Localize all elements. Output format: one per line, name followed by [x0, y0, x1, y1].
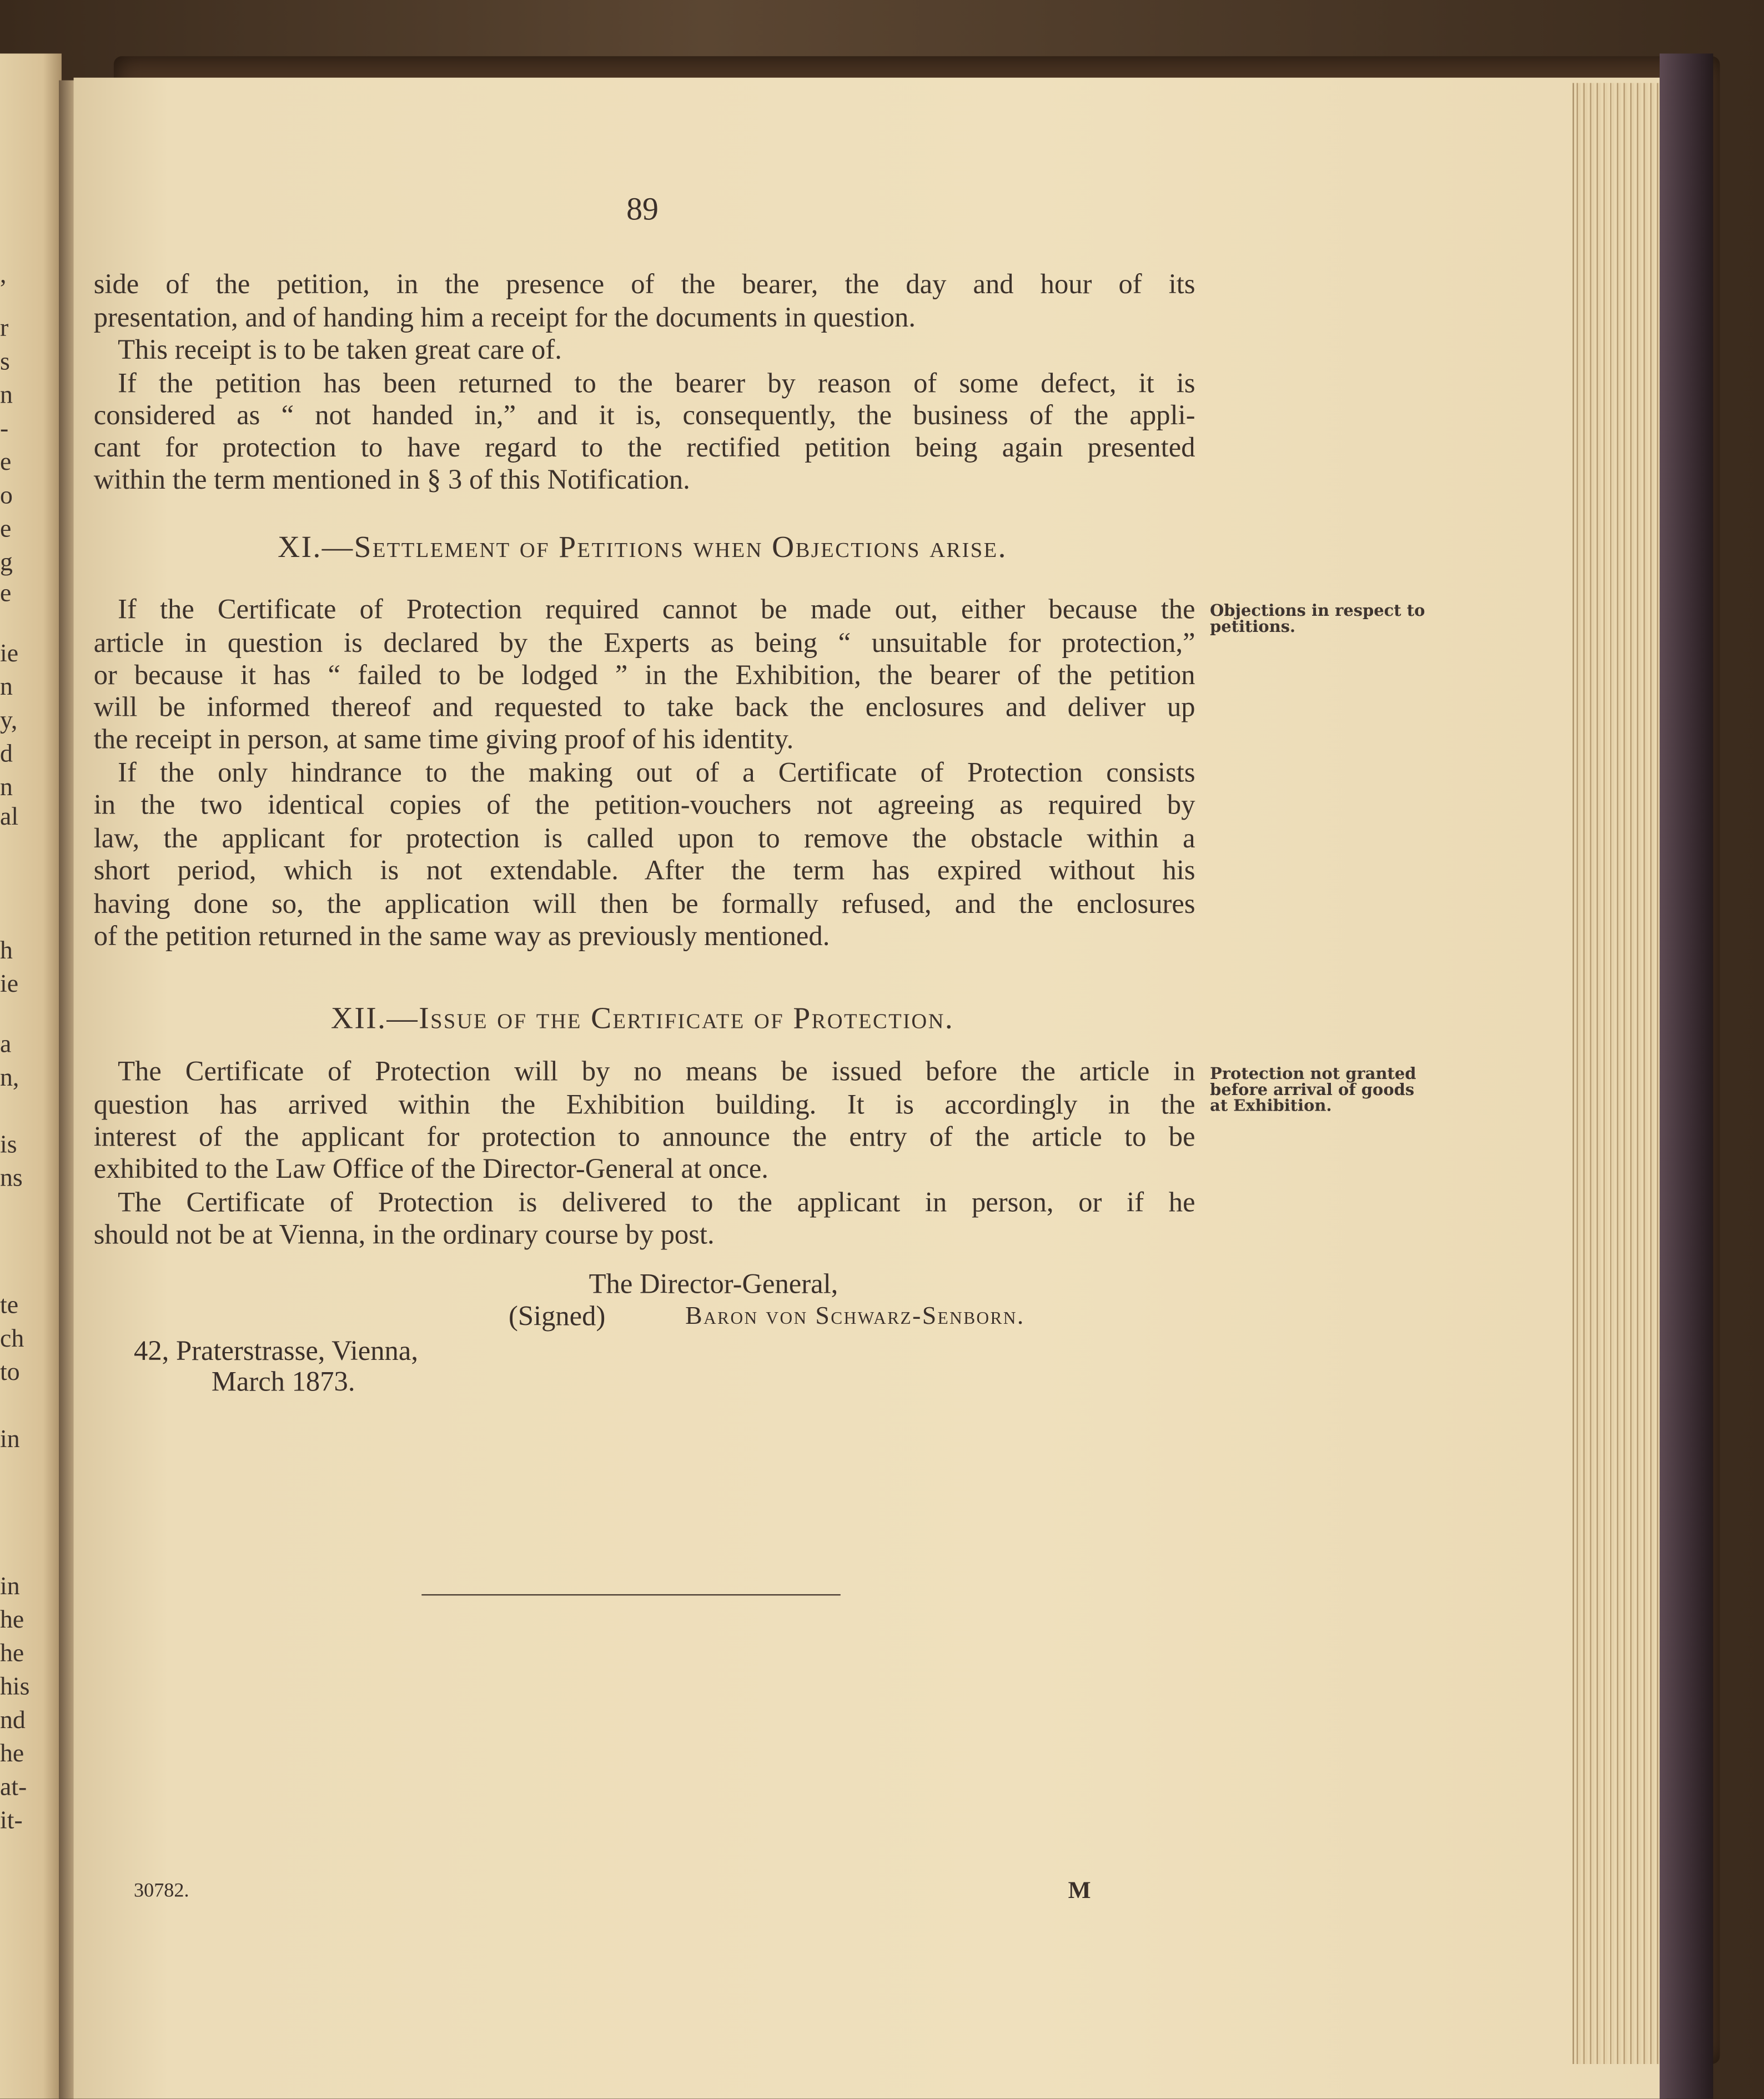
book-binding — [1660, 53, 1713, 2098]
text-line: in the two identical copies of the petition-vouchers not agreeing as required by — [93, 788, 1195, 821]
left-page-fragment: - — [0, 415, 9, 443]
left-page-fragment: al — [0, 803, 19, 831]
left-page-fragment: g — [0, 549, 13, 577]
signatory-name: Baron von Schwarz-Senborn. — [685, 1302, 1025, 1331]
left-page-fragment: ch — [0, 1325, 24, 1354]
signature-mark: M — [1068, 1876, 1091, 1904]
text-line: This receipt is to be taken great care of. — [118, 333, 562, 366]
left-page-fragment: n — [0, 673, 13, 702]
text-line: should not be at Vienna, in the ordinary course by post. — [93, 1218, 715, 1251]
left-page-fragment: at- — [0, 1773, 27, 1802]
left-page-fragment: n — [0, 381, 13, 410]
left-page-fragment: y, — [0, 706, 18, 735]
left-page-fragment: in — [0, 1573, 20, 1601]
text-line: short period, which is not extendable. After the term has expired without his — [93, 853, 1195, 886]
address: 42, Praterstrasse, Vienna, — [134, 1334, 419, 1367]
left-page-fragment: r — [0, 314, 9, 343]
left-page-fragment: h — [0, 937, 13, 965]
left-page-fragment: a — [0, 1031, 12, 1059]
section-xi-heading: XI.—Settlement of Petitions when Objections arise. — [278, 530, 1007, 564]
text-line: The Certificate of Protection will by no means be issued before the article in — [118, 1054, 1195, 1087]
left-page-fragment: he — [0, 1606, 24, 1635]
left-page-fragment: to — [0, 1358, 20, 1387]
left-page-fragment: te — [0, 1292, 19, 1320]
section-xii-heading: XII.—Issue of the Certificate of Protection. — [330, 1001, 954, 1035]
text-line: interest of the applicant for protection to announce the entry of the article to be — [93, 1120, 1195, 1153]
text-line: having done so, the application will then be formally refused, and the enclosures — [93, 887, 1195, 920]
left-page-fragment: e — [0, 515, 12, 544]
text-line: within the term mentioned in § 3 of this Notification. — [93, 463, 690, 495]
left-page-fragment: o — [0, 481, 13, 510]
margin-note-objections: Objections in respect to petitions. — [1210, 601, 1425, 636]
text-line: question has arrived within the Exhibition building. It is accordingly in the — [93, 1088, 1195, 1121]
text-line: presentation, and of handing him a receipt for the documents in question. — [93, 301, 916, 334]
left-page-fragment: his — [0, 1673, 30, 1701]
text-line: will be informed thereof and requested to take back the enclosures and deliver up — [93, 690, 1195, 723]
text-line: of the petition returned in the same way as previously mentioned. — [93, 920, 830, 952]
text-line: article in question is declared by the Experts as being “ unsuitable for protection,” — [93, 626, 1195, 659]
left-page-fragment: ie — [0, 970, 19, 999]
page-number: 89 — [626, 193, 659, 228]
text-line: considered as “ not handed in,” and it is, consequently, the business of the appli- — [93, 399, 1195, 431]
date: March 1873. — [211, 1365, 355, 1398]
text-line: If the petition has been returned to the bearer by reason of some defect, it is — [118, 366, 1195, 399]
left-page-fragment: in — [0, 1425, 20, 1454]
text-line: If the Certificate of Protection required cannot be made out, either because the — [118, 592, 1195, 625]
margin-note-protection: Protection not granted before arrival of goods at Exhibition. — [1210, 1064, 1416, 1115]
left-page-fragment: ie — [0, 640, 19, 668]
text-line: exhibited to the Law Office of the Director-General at once. — [93, 1152, 768, 1185]
left-page-fragment: n — [0, 774, 13, 802]
left-page-fragment: e — [0, 448, 12, 477]
left-page-fragment: ns — [0, 1164, 23, 1193]
text-line: cant for protection to have regard to the rectified petition being again presented — [93, 431, 1195, 464]
divider-rule — [421, 1594, 840, 1595]
text-line: If the only hindrance to the making out of a Certificate of Protection consists — [118, 756, 1195, 789]
signature-title: The Director-General, — [589, 1267, 838, 1300]
text-line: or because it has “ failed to be lodged ” in the Exhibition, the bearer of the petition — [93, 658, 1195, 691]
text-line: side of the petition, in the presence of the bearer, the day and hour of its — [93, 268, 1195, 300]
left-page-fragment: s — [0, 348, 10, 376]
page-stack-edge — [1572, 83, 1667, 2064]
left-page-fragment: is — [0, 1131, 17, 1159]
left-page-fragment: d — [0, 740, 13, 769]
print-number: 30782. — [134, 1880, 189, 1902]
left-page-fragment: , — [0, 261, 7, 289]
left-page-fragment: nd — [0, 1706, 26, 1735]
left-page-fragment: it- — [0, 1807, 23, 1835]
left-page-fragment: n, — [0, 1064, 19, 1092]
left-page-fragment: e — [0, 579, 12, 608]
left-page-fragment: he — [0, 1639, 24, 1668]
signed-label: (Signed) — [508, 1299, 606, 1332]
text-line: the receipt in person, at same time giving proof of his identity. — [93, 722, 794, 755]
text-line: law, the applicant for protection is called upon to remove the obstacle within a — [93, 822, 1195, 854]
text-line: The Certificate of Protection is delivered to the applicant in person, or if he — [118, 1186, 1195, 1218]
left-page-fragment: he — [0, 1740, 24, 1769]
